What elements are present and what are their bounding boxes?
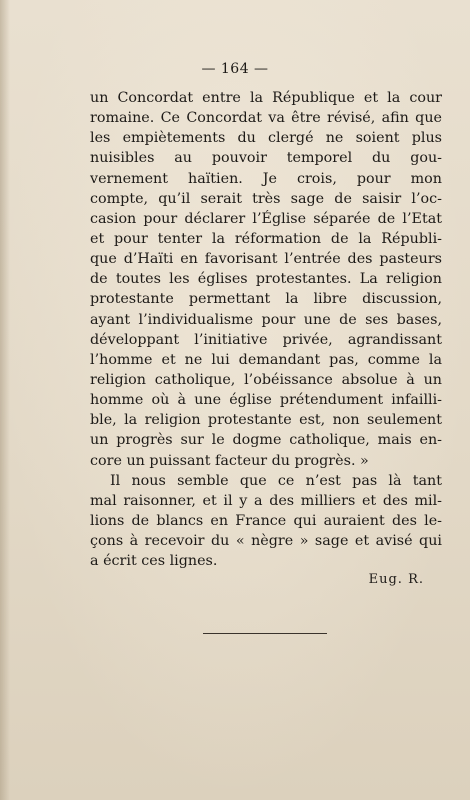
text-line: mal raisonner, et il y a des milliers et des mil- (90, 492, 442, 509)
text-line: développant l’initiative privée, agrandissant (90, 331, 442, 348)
text-line: un progrès sur le dogme catholique, mais en- (90, 432, 442, 449)
text-line: que d’Haïti en favorisant l’entrée des pasteurs (90, 251, 442, 268)
end-rule (203, 633, 327, 634)
text-line: les empiètements du clergé ne soient plus (90, 130, 442, 147)
text-line: de toutes les églises protestantes. La religion (90, 271, 442, 288)
text-line: Il nous semble que ce n’est pas là tant (110, 472, 442, 489)
text-line: nuisibles au pouvoir temporel du gou- (90, 150, 442, 167)
text-line: core un puissant facteur du progrès. » (90, 452, 369, 469)
text-line: casion pour déclarer l’Église séparée de l’Etat (90, 210, 442, 227)
page-gutter-shadow (0, 0, 10, 800)
body-text (90, 88, 442, 571)
text-line: compte, qu’il serait très sage de saisir l’oc- (90, 190, 442, 207)
text-line: ble, la religion protestante est, non seulement (90, 412, 442, 429)
text-line: lions de blancs en France qui auraient des le- (90, 512, 442, 529)
text-line: romaine. Ce Concordat va être révisé, afin que (90, 110, 442, 127)
text-line: et pour tenter la réformation de la Républi- (90, 230, 442, 247)
text-line: religion catholique, l’obéissance absolue à un (90, 371, 442, 388)
text-line: l’homme et ne lui demandant pas, comme la (90, 351, 442, 368)
text-line: a écrit ces lignes. (90, 553, 218, 570)
page-number: — 164 — (201, 61, 269, 77)
text-line: çons à recevoir du « nègre » sage et avisé qui (90, 533, 442, 550)
text-line: vernement haïtien. Je crois, pour mon (90, 170, 442, 187)
text-line: protestante permettant la libre discussion, (90, 291, 442, 308)
text-line: ayant l’individualisme pour une de ses bases, (90, 311, 442, 328)
signature: Eug. R. (368, 572, 424, 587)
text-line: un Concordat entre la République et la cour (90, 90, 442, 106)
text-line: homme où à une église prétendument infailli- (90, 392, 442, 409)
